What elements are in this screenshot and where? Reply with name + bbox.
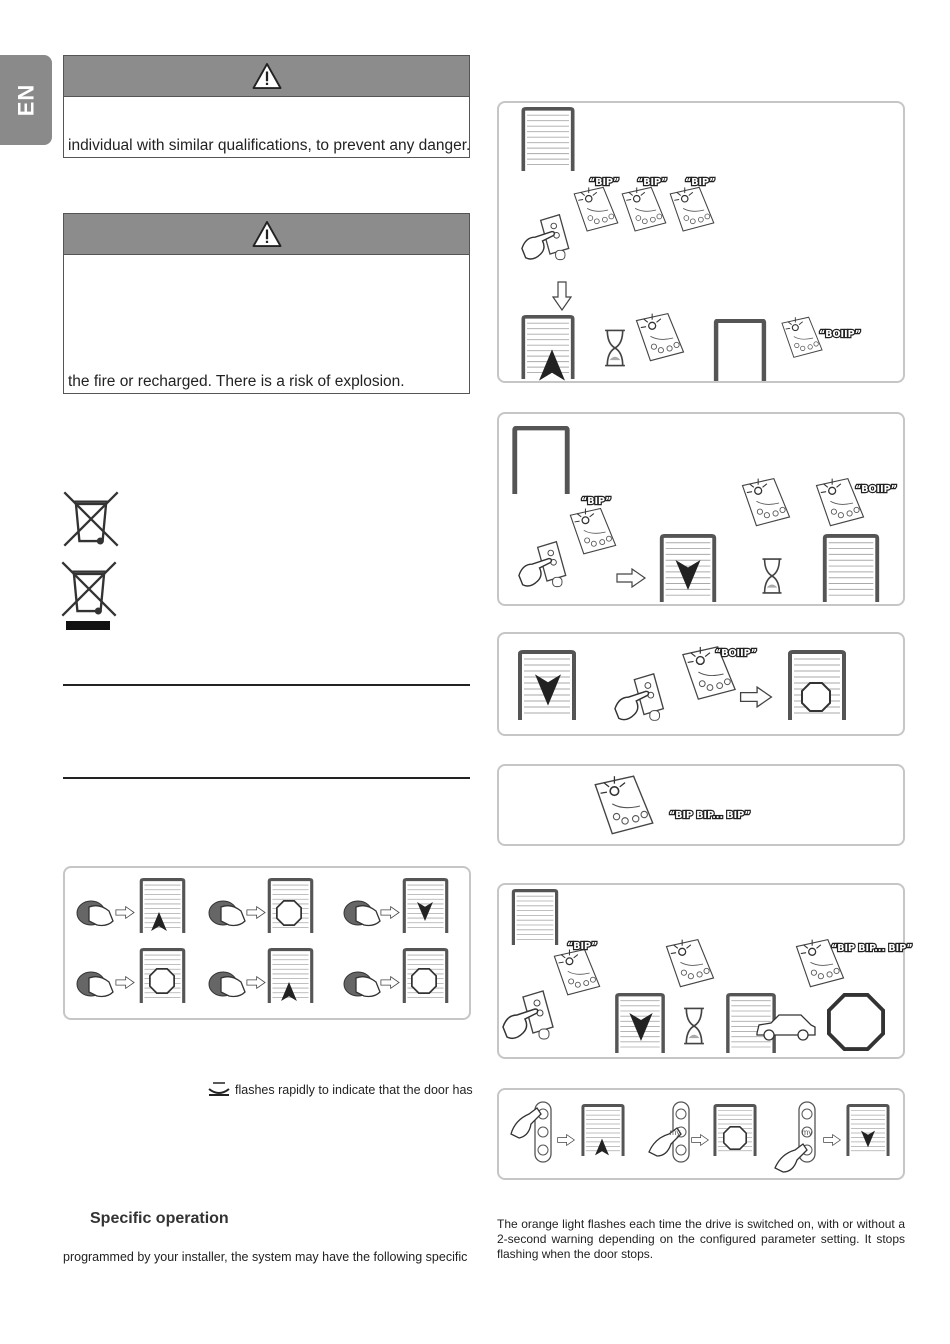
beep-label: “BOIIP” [715,648,758,659]
warning-header [64,214,469,255]
warning-box-1 [63,55,470,158]
divider [63,777,470,779]
panel-obstacle [497,883,913,1059]
panel-delete [497,764,905,846]
delete-diagram [499,766,903,844]
divider [63,684,470,686]
flash-note: flashes rapidly to indicate that the door has [235,1083,473,1097]
panel-closing [497,412,905,606]
obstacle-diagram [499,885,913,1057]
warning-text: the fire or recharged. There is a risk of explosion. [68,373,405,390]
beep-label: “BIP” [589,177,620,188]
remote-my-label: my [669,1128,681,1137]
beep-label: “BIP” [637,177,668,188]
closing-diagram [499,414,903,604]
beep-label: “BIP BIP... BIP” [669,810,751,821]
stop-diagram [499,634,903,734]
remote-my-label: my [801,1128,813,1137]
crossed-bin-battery-icon [60,560,118,618]
panel-stop [497,632,905,736]
beep-label: “BOIIP” [855,484,898,495]
bin-underbar [66,621,110,630]
beep-label: “BIP BIP... BIP” [831,943,913,954]
button-sequence-diagram [65,868,469,1018]
crossed-bin-icon [62,490,120,548]
panel-remote-control [497,1088,905,1180]
warning-icon [252,220,282,248]
bottom-right-paragraph: The orange light flashes each time the drive is switched on, with or without a 2-second warning depending on the configured parameter setting. It stops flashing when the door stops. [497,1217,905,1261]
beep-label: “BIP” [567,941,598,952]
warning-icon [252,62,282,90]
beep-label: “BIP” [581,496,612,507]
programming-diagram [499,103,903,381]
panel-programming [497,101,905,383]
button-sequence-panel [63,866,471,1020]
section-heading: Specific operation [90,1210,229,1227]
beep-label: “BOIIP” [819,329,862,340]
language-tab: EN [0,55,52,145]
bottom-left-paragraph: programmed by your installer, the system may have the following specific [63,1250,468,1264]
remote-control-diagram [499,1090,903,1178]
warning-text: individual with similar qualifications, to prevent any danger. [68,137,471,154]
flashing-light-icon [207,1081,231,1097]
warning-header [64,56,469,97]
warning-box-2 [63,213,470,394]
beep-label: “BIP” [685,177,716,188]
